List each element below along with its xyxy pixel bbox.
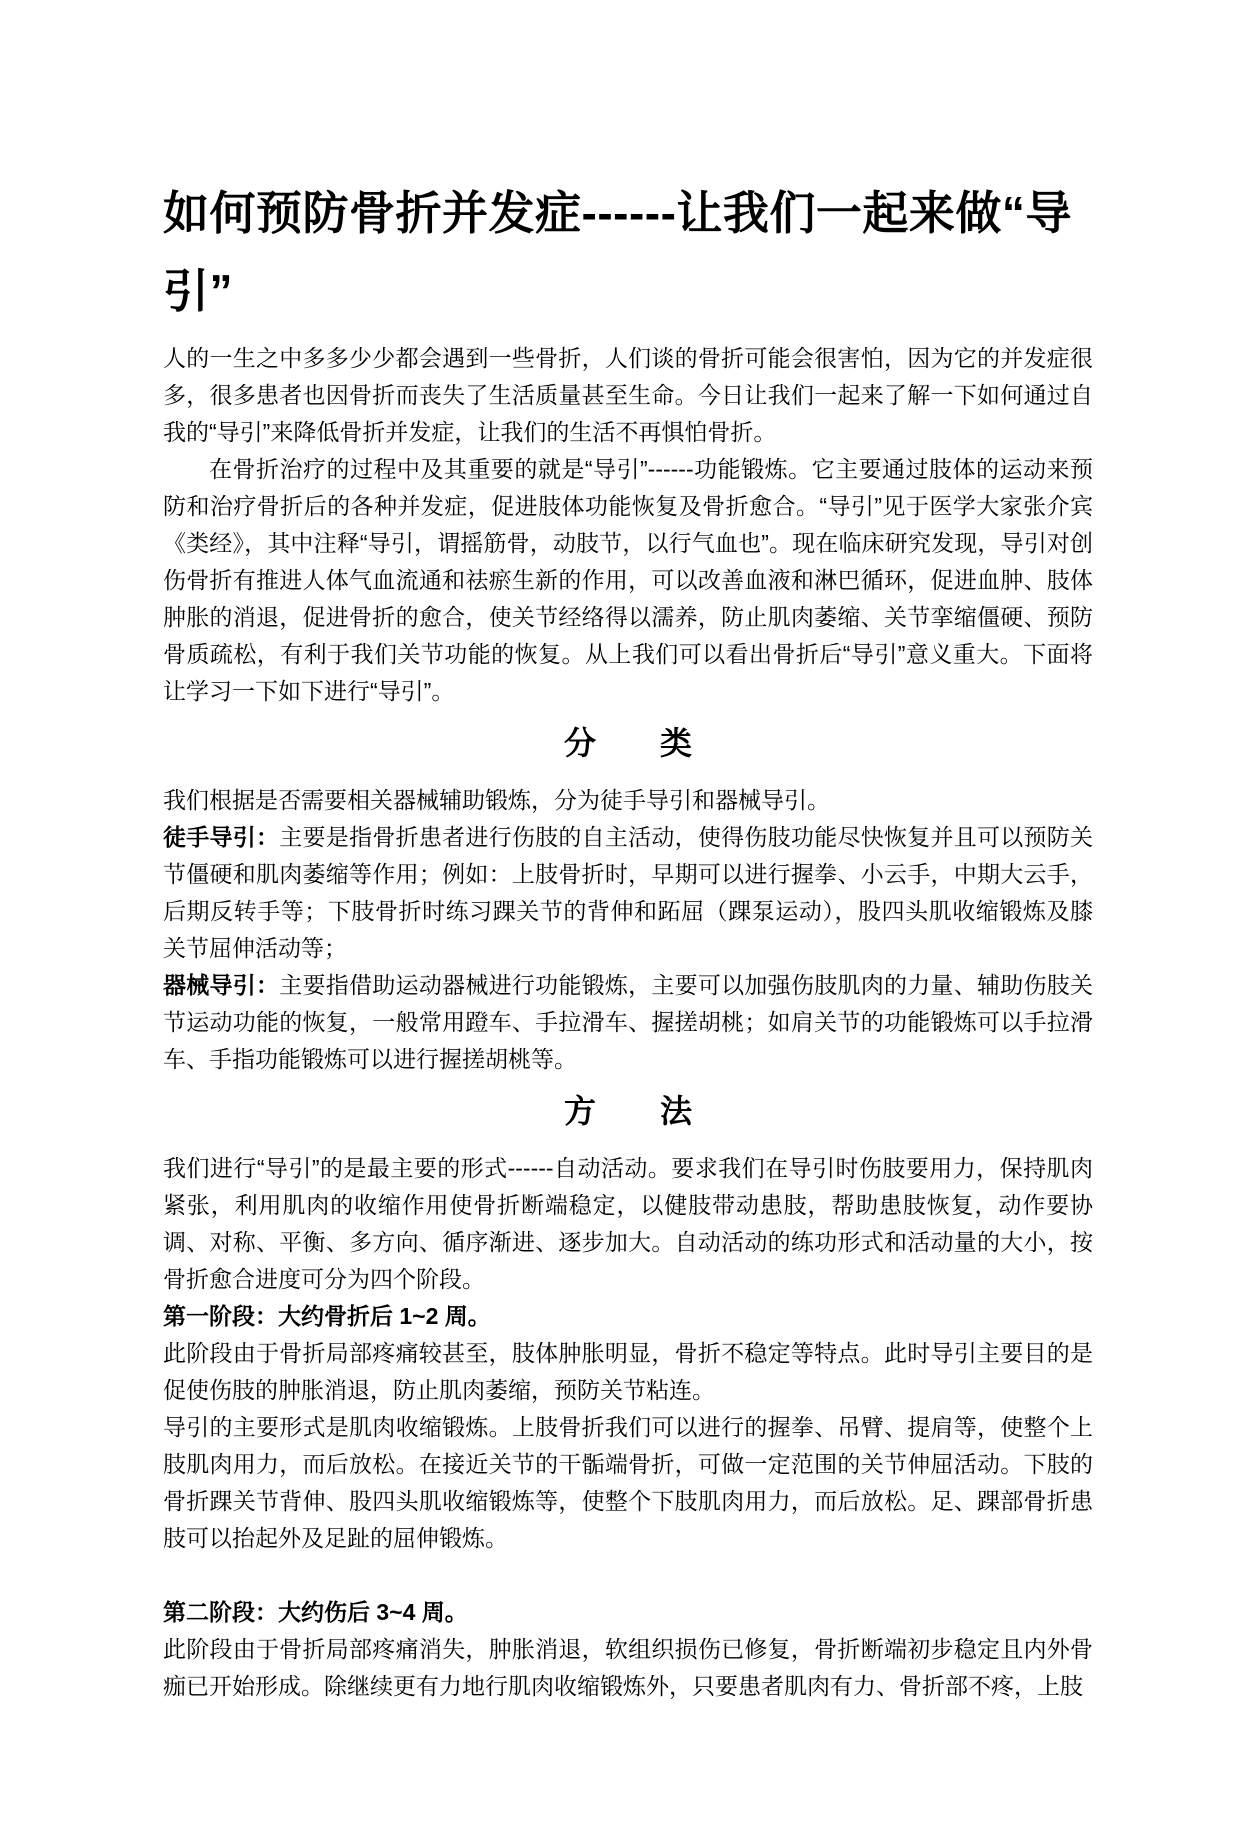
section-heading-classification: 分 类 xyxy=(563,725,692,761)
stage1-heading: 第一阶段：大约骨折后 1~2 周。 xyxy=(163,1303,491,1329)
device-daoyin-label: 器械导引： xyxy=(163,972,280,998)
manual-daoyin-label: 徒手导引： xyxy=(163,824,280,850)
method-intro: 我们进行“导引”的是最主要的形式------自动活动。要求我们在导引时伤肢要用力，保持肌肉紧张，利用肌肉的收缩作用使骨折断端稳定，以健肢带动患肢，帮助患肢恢复，动作要协调、对称、平衡、多方向、循序渐进、逐步加大。自动活动的练功形式和活动量的大小，按骨折愈合进度可分为四个阶段。 xyxy=(163,1155,1093,1292)
manual-daoyin-text: 主要是指骨折患者进行伤肢的自主活动，使得伤肢功能尽快恢复并且可以预防关节僵硬和肌肉萎缩等作用；例如：上肢骨折时，早期可以进行握拳、小云手，中期大云手，后期反转手等；下肢骨折时练习踝关节的背伸和跖屈（踝泵运动），股四头肌收缩锻炼及膝关节屈伸活动等； xyxy=(163,824,1094,961)
device-daoyin-text: 主要指借助运动器械进行功能锻炼，主要可以加强伤肢肌肉的力量、辅助伤肢关节运动功能的恢复，一般常用蹬车、手拉滑车、握搓胡桃；如肩关节的功能锻炼可以手拉滑车、手指功能锻炼可以进行握搓胡桃等。 xyxy=(163,972,1094,1072)
stage1-paragraph-2: 导引的主要形式是肌肉收缩锻炼。上肢骨折我们可以进行的握拳、吊臂、提肩等，使整个上肢肌肉用力，而后放松。在接近关节的干骺端骨折，可做一定范围的关节伸屈活动。下肢的骨折踝关节背伸、股四头肌收缩锻炼等，使整个下肢肌肉用力，而后放松。足、踝部骨折患肢可以抬起外及足趾的屈伸锻炼。 xyxy=(163,1414,1093,1551)
stage2-heading: 第二阶段：大约伤后 3~4 周。 xyxy=(163,1599,468,1625)
device-daoyin-paragraph xyxy=(163,967,1093,1078)
intro-paragraph-2: 在骨折治疗的过程中及其重要的就是“导引”------功能锻炼。它主要通过肢体的运动来预防和治疗骨折后的各种并发症，促进肢体功能恢复及骨折愈合。“导引”见于医学大家张介宾《类经》，其中注释“导引，谓摇筋骨，动肢节，以行气血也”。现在临床研究发现，导引对创伤骨折有推进人体气血流通和祛瘀生新的作用，可以改善血液和淋巴循环，促进血肿、肢体肿胀的消退，促进骨折的愈合，使关节经络得以濡养，防止肌肉萎缩、关节挛缩僵硬、预防骨质疏松，有利于我们关节功能的恢复。从上我们可以看出骨折后“导引”意义重大。下面将让学习一下如下进行“导引”。 xyxy=(163,456,1093,704)
stage1-paragraph-1: 此阶段由于骨折局部疼痛较甚至，肢体肿胀明显，骨折不稳定等特点。此时导引主要目的是促使伤肢的肿胀消退，防止肌肉萎缩，预防关节粘连。 xyxy=(163,1340,1093,1403)
section-heading-method: 方 法 xyxy=(563,1093,692,1129)
document-title: 如何预防骨折并发症------让我们一起来做“导引” xyxy=(163,187,1072,317)
classification-intro: 我们根据是否需要相关器械辅助锻炼，分为徒手导引和器械导引。 xyxy=(163,787,830,813)
intro-paragraph-1: 人的一生之中多多少少都会遇到一些骨折，人们谈的骨折可能会很害怕，因为它的并发症很多，很多患者也因骨折而丧失了生活质量甚至生命。今日让我们一起来了解一下如何通过自我的“导引”来降低骨折并发症，让我们的生活不再惧怕骨折。 xyxy=(163,345,1093,445)
manual-daoyin-paragraph xyxy=(163,819,1093,967)
stage2-paragraph-1: 此阶段由于骨折局部疼痛消失，肿胀消退，软组织损伤已修复，骨折断端初步稳定且内外骨痂已开始形成。除继续更有力地行肌肉收缩锻炼外，只要患者肌肉有力、骨折部不疼，上肢 xyxy=(163,1636,1093,1699)
